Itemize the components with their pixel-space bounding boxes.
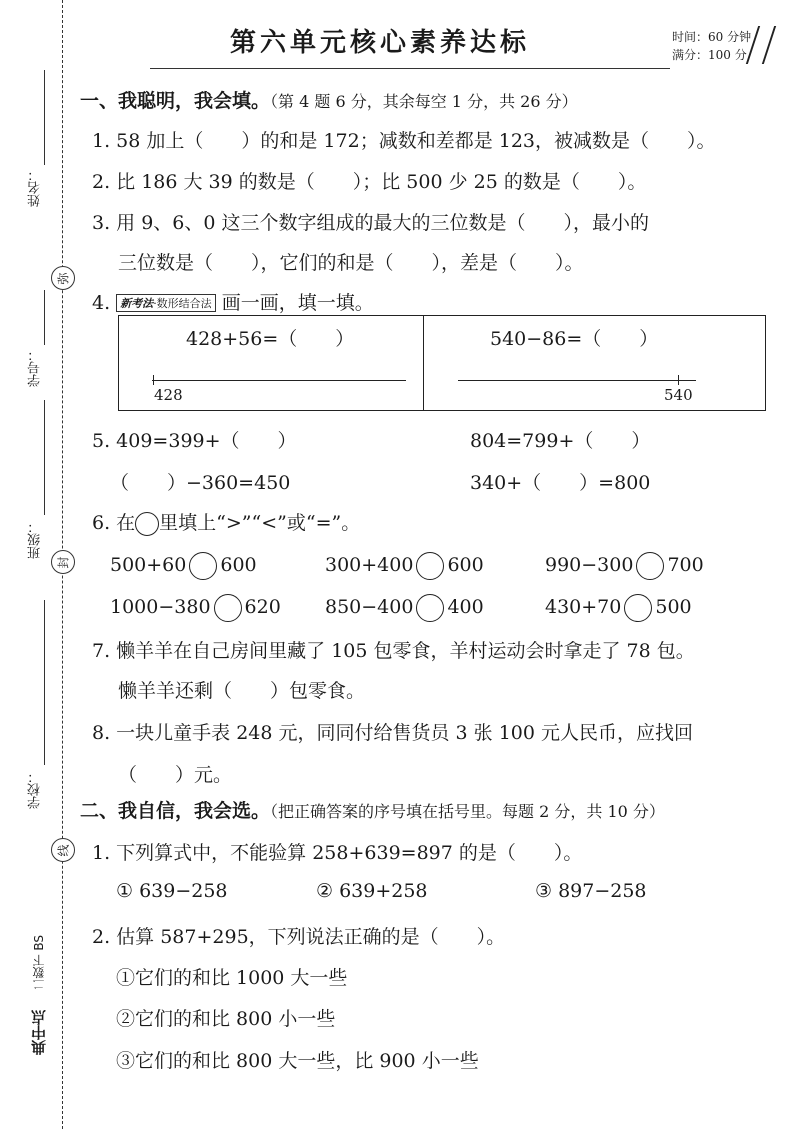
compare-circle[interactable] [189,552,217,580]
compare-right: 600 [220,554,257,576]
compare-right: 600 [447,554,484,576]
right-number-line-tick [678,375,679,385]
q2-1-option-c[interactable]: ③ 897−258 [535,880,647,902]
left-number-line[interactable] [152,380,406,381]
school-blank[interactable] [44,600,45,765]
compare-right: 500 [655,596,692,618]
new-method-tag [116,294,216,312]
question-1-6 [92,508,360,536]
number-line-box-divider [423,315,424,411]
q2-2-option-a[interactable]: ①它们的和比 1000 大一些 [116,967,348,989]
section2-title: 二、我自信，我会选。 [80,800,271,822]
question-1-3-line1[interactable]: 3. 用 9、6、0 这三个数字组成的最大的三位数是（ ），最小的 [92,212,650,234]
compare-circle[interactable] [636,552,664,580]
q2-1-option-b[interactable]: ② 639+258 [316,880,428,902]
compare-circle[interactable] [416,594,444,622]
compare-left: 990−300 [545,554,634,576]
question-2-1[interactable]: 1. 下列算式中，不能验算 258+639=897 的是（ ）。 [92,842,583,864]
new-method-tag-label: 新考法 [120,297,154,310]
compare-circle[interactable] [624,594,652,622]
question-1-4 [92,288,374,315]
compare-item-1 [110,552,257,580]
q2-2-option-b[interactable]: ②它们的和比 800 小一些 [116,1008,336,1030]
section1-heading [80,86,578,113]
compare-item-4 [110,594,281,622]
left-start-label: 428 [154,386,183,404]
q2-2-option-c[interactable]: ③它们的和比 800 大一些，比 900 小一些 [116,1050,479,1072]
question-1-5b[interactable]: 804=799+（ ） [470,430,651,452]
name-label: 姓名： [28,168,43,207]
left-number-line-tick [153,375,154,385]
compare-item-5 [325,594,484,622]
compare-right: 400 [447,596,484,618]
seal-xian: 线 [51,838,75,862]
name-blank[interactable] [44,70,45,165]
section2-heading [80,796,665,823]
question-2-2[interactable]: 2. 估算 587+295，下列说法正确的是（ ）。 [92,926,506,948]
q4-instruction: 画一画，填一填。 [221,292,374,314]
seal-feng: 封 [51,550,75,574]
question-1-5c[interactable]: （ ）−360=450 [110,472,291,494]
compare-item-2 [325,552,484,580]
method-tag-label: ·数形结合法 [153,297,212,310]
circle-placeholder-icon [135,512,159,536]
q6-text-before: 6. 在 [92,512,136,534]
grade-label: 二数下 BS [32,935,46,991]
student-id-label: 学号： [28,348,43,387]
compare-left: 300+400 [325,554,414,576]
question-1-8-line2[interactable]: （ ）元。 [118,764,233,786]
compare-item-3 [545,552,704,580]
compare-right: 700 [667,554,704,576]
question-1-5a[interactable]: 5. 409=399+（ ） [92,430,297,452]
full-score: 满分：100 分 [672,48,747,62]
page-title: 第六单元核心素养达标 [230,28,531,58]
question-1-2[interactable]: 2. 比 186 大 39 的数是（ ）；比 500 少 25 的数是（ ）。 [92,171,647,193]
left-expression[interactable]: 428+56=（ ） [186,328,355,350]
question-1-8-line1: 8. 一块儿童手表 248 元，同同付给售货员 3 张 100 元人民币，应找回 [92,722,694,744]
section1-note: （第 4 题 6 分，其余每空 1 分，共 26 分） [270,92,578,111]
question-1-3-line2[interactable]: 三位数是（ ），它们的和是（ ），差是（ ）。 [118,252,584,274]
compare-right: 620 [244,596,281,618]
title-underline [150,68,670,69]
seal-mi: 弥 [51,266,75,290]
question-1-7-line1: 7. 懒羊羊在自己房间里藏了 105 包零食，羊村运动会时拿走了 78 包。 [92,640,695,662]
section2-note: （把正确答案的序号填在括号里。每题 2 分，共 10 分） [270,802,665,821]
q6-text-after: 里填上“>”“<”或“=”。 [159,512,361,534]
q4-number: 4. [92,292,111,314]
school-label: 学校： [28,770,43,809]
question-1-7-line2[interactable]: 懒羊羊还剩（ ）包零食。 [118,680,366,702]
question-1-1[interactable]: 1. 58 加上（ ）的和是 172；减数和差都是 123，被减数是（ ）。 [92,130,716,152]
brand-logo: 典中点 [30,1010,48,1055]
right-number-line[interactable] [458,380,696,381]
right-expression[interactable]: 540−86=（ ） [490,328,659,350]
compare-item-6 [545,594,692,622]
compare-left: 850−400 [325,596,414,618]
compare-left: 500+60 [110,554,187,576]
section1-title: 一、我聪明，我会填。 [80,90,271,112]
class-label: 班级： [28,520,43,559]
compare-circle[interactable] [416,552,444,580]
q2-1-option-a[interactable]: ① 639−258 [116,880,228,902]
compare-left: 430+70 [545,596,622,618]
compare-left: 1000−380 [110,596,211,618]
compare-circle[interactable] [214,594,242,622]
question-1-5d[interactable]: 340+（ ）=800 [470,472,651,494]
class-blank[interactable] [44,400,45,515]
time-limit: 时间：60 分钟 [672,30,752,44]
student-id-blank[interactable] [44,290,45,345]
right-end-label: 540 [664,386,693,404]
